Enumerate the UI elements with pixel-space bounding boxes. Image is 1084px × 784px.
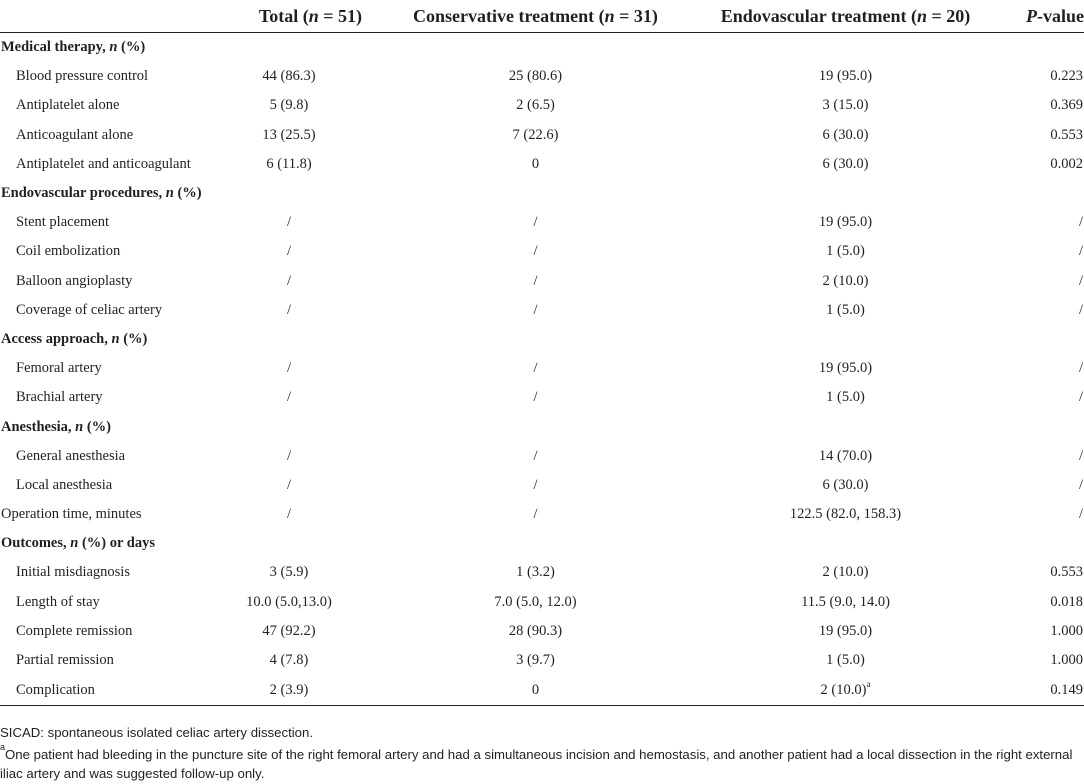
cell-conservative: /: [533, 360, 538, 377]
cell-total: /: [286, 272, 292, 289]
cell-total: /: [286, 506, 292, 523]
cell-total: /: [286, 243, 292, 260]
cell-total: /: [286, 360, 292, 377]
cell-endovascular: 14 (70.0): [818, 447, 873, 464]
cell-total: 4 (7.8): [269, 652, 309, 669]
row-label: Blood pressure control: [16, 68, 149, 85]
cell-conservative: 1 (3.2): [516, 564, 555, 581]
cell-pvalue: 0.018: [1050, 593, 1083, 610]
table-row: [0, 267, 1084, 296]
section-header-row: [0, 529, 1084, 558]
cell-conservative: 2 (6.5): [516, 97, 555, 114]
section-header-row: [0, 33, 1084, 63]
footnote-marker: a: [866, 678, 871, 689]
cell-total: /: [286, 447, 292, 464]
row-label: Partial remission: [16, 652, 114, 669]
cell-pvalue: 1.000: [1050, 652, 1083, 669]
row-label: Complication: [0, 675, 210, 706]
row-label: Length of stay: [16, 593, 100, 610]
header-pvalue: P-value: [988, 0, 1084, 33]
cell-endovascular: 6 (30.0): [822, 126, 869, 143]
footnote-abbreviation: SICAD: spontaneous isolated celiac artery dissection.: [0, 725, 313, 740]
footnote-a: $^a$One patient had bleeding in the puncture site of the right femoral artery and had a simultaneous incision and hemostasis, and another patient had a local dissection in the right external iliac artery and was suggested follow-up only.: [0, 742, 1073, 781]
table-row: [0, 208, 1084, 237]
cell-conservative: /: [533, 476, 538, 493]
cell-endovascular: 6 (30.0): [822, 476, 869, 493]
table-row: [0, 617, 1084, 646]
row-label: Stent placement: [16, 214, 110, 231]
row-label: Local anesthesia: [16, 476, 113, 493]
table-header: [0, 0, 1084, 33]
cell-endovascular: 11.5 (9.0, 14.0): [801, 593, 890, 610]
table-row: [0, 296, 1084, 325]
table-row: [0, 588, 1084, 617]
cell-pvalue: 0.369: [1050, 97, 1083, 114]
table-row: [0, 471, 1084, 500]
cell-conservative: 0: [531, 155, 540, 172]
cell-conservative: /: [533, 301, 538, 318]
cell-pvalue: /: [1078, 447, 1083, 464]
cell-pvalue: 0.149: [988, 675, 1084, 706]
row-label: Anticoagulant alone: [16, 126, 134, 143]
table-row: [0, 558, 1084, 587]
cell-conservative: 7 (22.6): [512, 126, 559, 143]
table-row: [0, 150, 1084, 179]
row-label: Initial misdiagnosis: [16, 564, 130, 581]
cell-total: /: [286, 389, 292, 406]
header-endovascular: Endovascular treatment (n = 20): [703, 0, 988, 33]
table-body: [0, 33, 1084, 706]
cell-pvalue: 0.553: [1050, 564, 1083, 581]
table-row: [0, 646, 1084, 675]
cell-conservative: 0: [368, 675, 703, 706]
cell-pvalue: /: [1078, 272, 1083, 289]
table-row: [0, 675, 1084, 706]
row-label: Operation time, minutes: [1, 506, 142, 523]
cell-endovascular: 1 (5.0): [826, 389, 865, 406]
section-header-row: [0, 179, 1084, 208]
cell-total: /: [286, 214, 292, 231]
cell-conservative: /: [533, 243, 538, 260]
cell-total: 6 (11.8): [266, 155, 312, 172]
cell-total: 47 (92.2): [262, 622, 316, 639]
cell-endovascular: 2 (10.0): [822, 272, 869, 289]
row-label: Complete remission: [16, 622, 133, 639]
table-row: [0, 383, 1084, 412]
row-label: Coverage of celiac artery: [16, 301, 163, 318]
table-row: [0, 121, 1084, 150]
cell-total: 13 (25.5): [262, 126, 316, 143]
row-label: Antiplatelet and anticoagulant: [16, 155, 191, 172]
cell-conservative: /: [533, 447, 538, 464]
cell-conservative: 25 (80.6): [508, 68, 563, 85]
cell-conservative: 28 (90.3): [508, 622, 563, 639]
cell-pvalue: /: [1078, 389, 1083, 406]
cell-pvalue: /: [1078, 506, 1083, 523]
header-conservative: Conservative treatment (n = 31): [368, 0, 703, 33]
cell-total: /: [286, 301, 292, 318]
cell-endovascular: 19 (95.0): [818, 622, 873, 639]
row-label: Femoral artery: [16, 360, 102, 377]
cell-conservative: /: [533, 506, 538, 523]
cell-endovascular: 2 $(10.0)^a$: [703, 675, 988, 706]
cell-endovascular: 19 (95.0): [818, 68, 873, 85]
row-label: Antiplatelet alone: [16, 97, 120, 114]
cell-endovascular: 6 (30.0): [822, 155, 869, 172]
cell-total: 3 (5.9): [269, 564, 309, 581]
cell-endovascular: 122.5 (82.0, 158.3): [789, 506, 902, 523]
table-row: [0, 500, 1084, 529]
table-row: [0, 354, 1084, 383]
section-label: Anesthesia, n (%): [1, 418, 111, 435]
section-label: Medical therapy, n (%): [1, 39, 146, 56]
row-label: Coil embolization: [16, 243, 121, 260]
section-header-row: [0, 325, 1084, 354]
table-row: [0, 237, 1084, 266]
cell-conservative: /: [533, 214, 538, 231]
table-row: [0, 91, 1084, 120]
cell-pvalue: /: [1078, 243, 1083, 260]
cell-pvalue: 0.553: [1050, 126, 1083, 143]
cell-pvalue: /: [1078, 214, 1083, 231]
cell-pvalue: /: [1078, 476, 1083, 493]
section-label: Outcomes, n (%) or days: [1, 535, 156, 552]
cell-endovascular: 19 (95.0): [818, 214, 873, 231]
cell-total: /: [286, 476, 292, 493]
cell-endovascular: 1 (5.0): [826, 243, 865, 260]
cell-total: 2 (3.9): [210, 675, 368, 706]
row-label: Balloon angioplasty: [16, 272, 133, 289]
footnote-a-mark: a: [0, 742, 6, 752]
table-row: [0, 62, 1084, 91]
header-total: Total (n = 51): [210, 0, 368, 33]
table-footnotes: [0, 723, 1084, 783]
table-row: [0, 442, 1084, 471]
cell-conservative: /: [533, 389, 538, 406]
cell-pvalue: 0.223: [1050, 68, 1083, 85]
cell-endovascular: 1 (5.0): [826, 652, 865, 669]
header-blank: [0, 0, 210, 33]
cell-pvalue: 1.000: [1050, 622, 1083, 639]
section-header-row: [0, 412, 1084, 441]
cell-total: 10.0 (5.0,13.0): [246, 593, 332, 610]
cell-conservative: 3 (9.7): [516, 652, 555, 669]
cell-conservative: 7.0 (5.0, 12.0): [494, 593, 577, 610]
row-label: Brachial artery: [16, 389, 103, 406]
cell-pvalue: /: [1078, 301, 1083, 318]
cell-pvalue: 0.002: [1050, 155, 1083, 172]
cell-endovascular: 2 (10.0): [822, 564, 869, 581]
cell-total: 44 (86.3): [262, 68, 316, 85]
cell-endovascular: 19 (95.0): [818, 360, 873, 377]
section-label: Endovascular procedures, n (%): [1, 185, 202, 202]
cell-endovascular: 3 (15.0): [822, 97, 869, 114]
row-label: General anesthesia: [16, 447, 126, 464]
cell-endovascular: 1 (5.0): [826, 301, 865, 318]
cell-conservative: /: [533, 272, 538, 289]
cell-total: 5 (9.8): [269, 97, 309, 114]
section-label: Access approach, n (%): [1, 330, 148, 347]
cell-pvalue: /: [1078, 360, 1083, 377]
